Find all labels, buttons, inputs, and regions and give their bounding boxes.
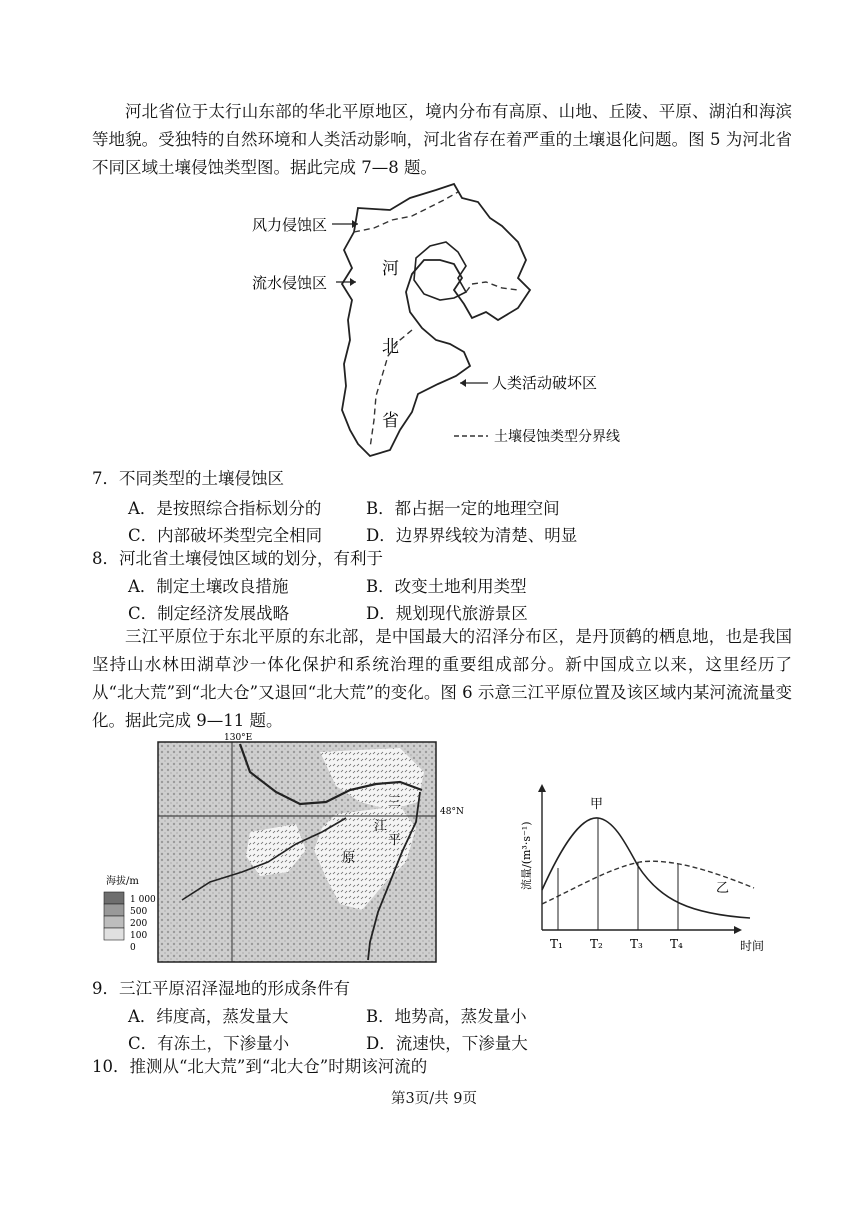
q7-option-c[interactable]: C．内部破坏类型完全相同 <box>128 526 323 545</box>
legend-value-100: 100 <box>130 931 148 941</box>
boundary-line-wind <box>354 192 458 232</box>
label-wind-erosion: 风力侵蚀区 <box>252 216 328 234</box>
legend-boundary-label: 土壤侵蚀类型分界线 <box>494 429 620 445</box>
lat-label: 48°N <box>440 807 464 817</box>
legend-value-200: 200 <box>130 919 148 929</box>
hebei-erosion-map <box>240 180 640 460</box>
series-yi-label: 乙 <box>716 881 730 896</box>
plain-char-3: 平 <box>388 833 402 848</box>
q8-option-d[interactable]: D．规划现代旅游景区 <box>366 604 528 623</box>
map-char-sheng: 省 <box>382 411 399 431</box>
q8-stem: 8．河北省土壤侵蚀区域的划分，有利于 <box>92 549 383 568</box>
tick-t4: T₄ <box>670 937 683 951</box>
q7-stem: 7．不同类型的土壤侵蚀区 <box>92 469 284 488</box>
q10-stem: 10．推测从“北大荒”到“北大仓”时期该河流的 <box>92 1057 428 1076</box>
sanjiang-plain-map <box>100 732 470 967</box>
q8-option-c[interactable]: C．制定经济发展战略 <box>128 604 290 623</box>
q7-option-a[interactable]: A．是按照综合指标划分的 <box>128 499 322 518</box>
y-axis-label: 流量/(m³·s⁻¹) <box>520 821 533 890</box>
q9-option-a[interactable]: A．纬度高，蒸发量大 <box>128 1007 289 1026</box>
q9-option-b[interactable]: B．地势高，蒸发量小 <box>366 1007 527 1026</box>
label-human-damage: 人类活动破坏区 <box>492 374 598 392</box>
q8-option-b[interactable]: B．改变土地利用类型 <box>366 577 527 596</box>
hebei-outline <box>342 184 530 456</box>
tick-t2: T₂ <box>590 937 603 951</box>
legend-value-500: 500 <box>130 907 148 917</box>
legend-value-0: 0 <box>130 943 136 953</box>
map-char-he: 河 <box>382 259 399 279</box>
q9-stem: 9．三江平原沼泽湿地的形成条件有 <box>92 979 350 998</box>
series-jia-line <box>542 818 750 918</box>
plain-char-1: 三 <box>388 795 402 810</box>
intro-paragraph-1: 河北省位于太行山东部的华北平原地区，境内分布有高原、山地、丘陵、平原、湖泊和海滨等地貌。受独特的自然环境和人类活动影响，河北省存在着严重的土壤退化问题。图 5 为河北省不同区域土壤侵蚀类型图。据此完成 7—8 题。 <box>92 102 792 177</box>
q8-option-a[interactable]: A．制定土壤改良措施 <box>128 577 289 596</box>
plain-char-2: 江 <box>374 819 388 834</box>
q7-option-d[interactable]: D．边界界线较为清楚、明显 <box>366 526 578 545</box>
boundary-line-human <box>466 282 518 292</box>
x-axis-label: 时间 <box>740 939 765 953</box>
legend-title: 海拔/m <box>106 876 139 887</box>
intro-paragraph-2: 三江平原位于东北平原的东北部，是中国最大的沼泽分布区，是丹顶鹤的栖息地，也是我国坚持山水林田湖草沙一体化保护和系统治理的重要组成部分。新中国成立以来，这里经历了从“北大荒”到“北大仓”又退回“北大荒”的变化。图 6 示意三江平原位置及该区域内某河流流量变化。据此完成 9—11 题。 <box>92 627 792 730</box>
q9-option-c[interactable]: C．有冻土，下渗量小 <box>128 1034 290 1053</box>
river-flow-chart <box>510 780 780 960</box>
label-water-erosion: 流水侵蚀区 <box>252 274 328 292</box>
lon-label: 130°E <box>224 733 253 743</box>
plain-char-4: 原 <box>342 851 356 866</box>
q9-option-d[interactable]: D．流速快，下渗量大 <box>366 1034 528 1053</box>
tick-t3: T₃ <box>630 937 643 951</box>
legend-value-1000: 1 000 <box>130 895 156 905</box>
page-footer: 第3页/共 9页 <box>391 1091 477 1107</box>
map-char-bei: 北 <box>382 337 399 357</box>
q7-option-b[interactable]: B．都占据一定的地理空间 <box>366 499 560 518</box>
series-jia-label: 甲 <box>590 797 604 812</box>
tick-t1: T₁ <box>550 937 563 951</box>
